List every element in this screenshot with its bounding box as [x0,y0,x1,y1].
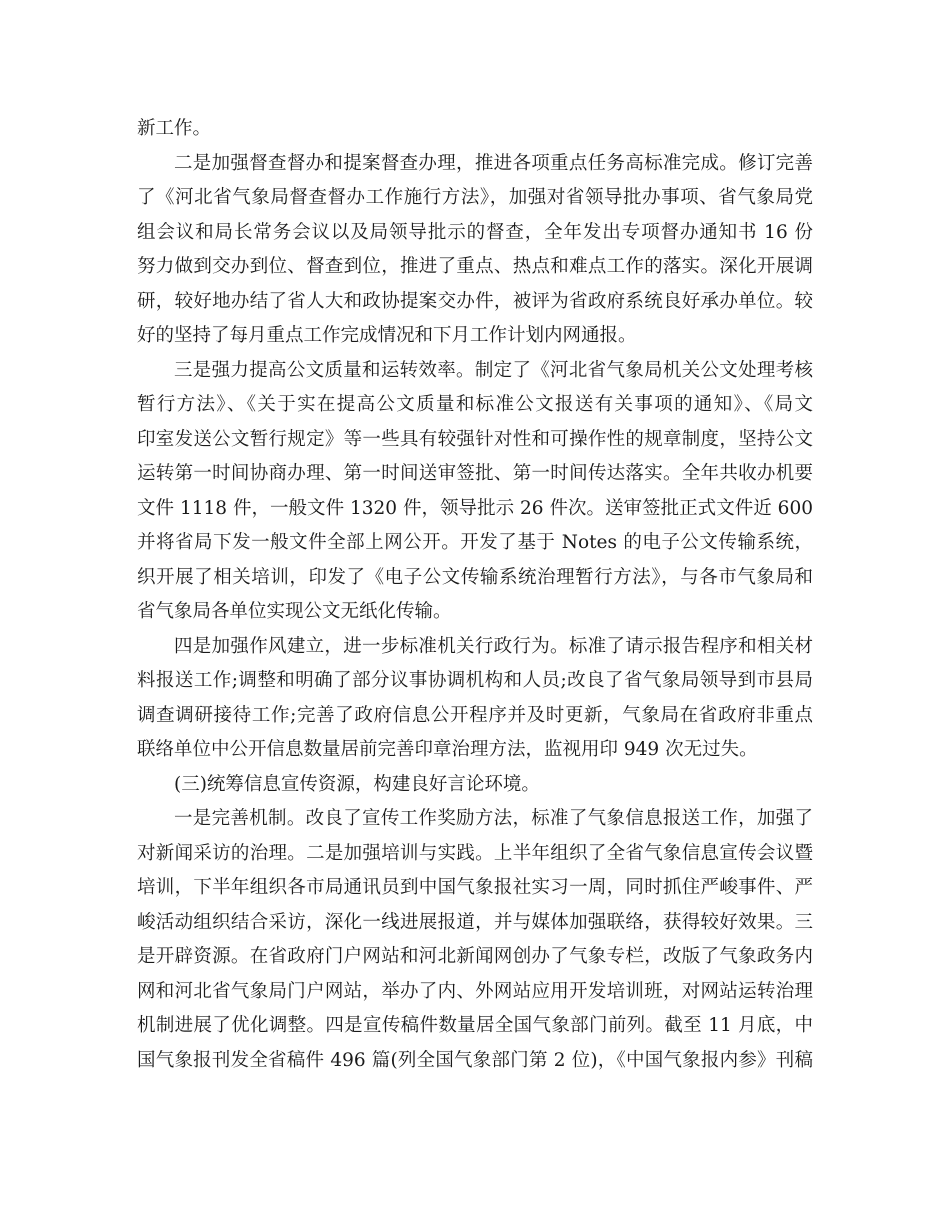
document-line: (三)统筹信息宣传资源，构建良好言论环境。 [174,773,540,795]
document-body [137,112,813,1078]
document-line: 网和河北省气象局门户网站，举办了内、外网站应用开发培训班，对网站运转治理 [137,980,813,1002]
document-line: 联络单位中公开信息数量居前完善印章治理方法，监视用印 949 次无过失。 [137,739,758,760]
document-line: 三是强力提高公文质量和运转效率。制定了《河北省气象局机关公文处理考核 [174,359,813,381]
document-line: 文件 1118 件，一般文件 1320 件，领导批示 26 件次。送审签批正式文件近 600 [137,497,813,519]
document-line: 国气象报刊发全省稿件 496 篇(列全国气象部门第 2 位)，《中国气象报内参》刊稿 [137,1049,813,1071]
document-line: 印室发送公文暂行规定》等一些具有较强针对性和可操作性的规章制度，坚持公文 [137,428,813,450]
document-line: 调查调研接待工作;完善了政府信息公开程序并及时更新，气象局在省政府非重点 [137,704,813,726]
document-line: 组会议和局长常务会议以及局领导批示的督查，全年发出专项督办通知书 16 份 [137,221,813,243]
document-line: 是开辟资源。在省政府门户网站和河北新闻网创办了气象专栏，改版了气象政务内 [137,946,813,967]
document-line: 织开展了相关培训，印发了《电子公文传输系统治理暂行方法》，与各市气象局和 [137,566,813,588]
document-line: 好的坚持了每月重点工作完成情况和下月工作计划内网通报。 [137,325,637,346]
document-line: 对新闻采访的治理。二是加强培训与实践。上半年组织了全省气象信息宣传会议暨 [137,842,813,864]
document-line: 料报送工作;调整和明确了部分议事协调机构和人员;改良了省气象局领导到市县局 [137,670,813,691]
document-line: 四是加强作风建立，进一步标准机关行政行为。标准了请示报告程序和相关材 [174,635,813,657]
document-line: 并将省局下发一般文件全部上网公开。开发了基于 Notes 的电子公文传输系统， [137,532,813,553]
document-line: 峻活动组织结合采访，深化一线进展报道，并与媒体加强联络，获得较好效果。三 [137,911,813,933]
document-line: 省气象局各单位实现公文无纸化传输。 [137,601,452,622]
document-line: 努力做到交办到位、督查到位，推进了重点、热点和难点工作的落实。深化开展调 [137,256,813,277]
document-line: 机制进展了优化调整。四是宣传稿件数量居全国气象部门前列。截至 11 月底，中 [137,1015,813,1036]
document-line: 一是完善机制。改良了宣传工作奖励方法，标准了气象信息报送工作，加强了 [174,808,813,829]
document-line: 暂行方法》、《关于实在提高公文质量和标准公文报送有关事项的通知》、《局文 [137,394,813,415]
document-line: 运转第一时间协商办理、第一时间送审签批、第一时间传达落实。全年共收办机要 [137,463,813,484]
document-line: 了《河北省气象局督查督办工作施行方法》，加强对省领导批办事项、省气象局党 [137,187,813,208]
document-line: 新工作。 [137,118,212,139]
document-line: 培训，下半年组织各市局通讯员到中国气象报社实习一周，同时抓住严峻事件、严 [137,877,813,898]
document-line: 研，较好地办结了省人大和政协提案交办件，被评为省政府系统良好承办单位。较 [137,290,813,312]
document-line: 二是加强督查督办和提案督查办理，推进各项重点任务高标准完成。修订完善 [174,152,813,174]
